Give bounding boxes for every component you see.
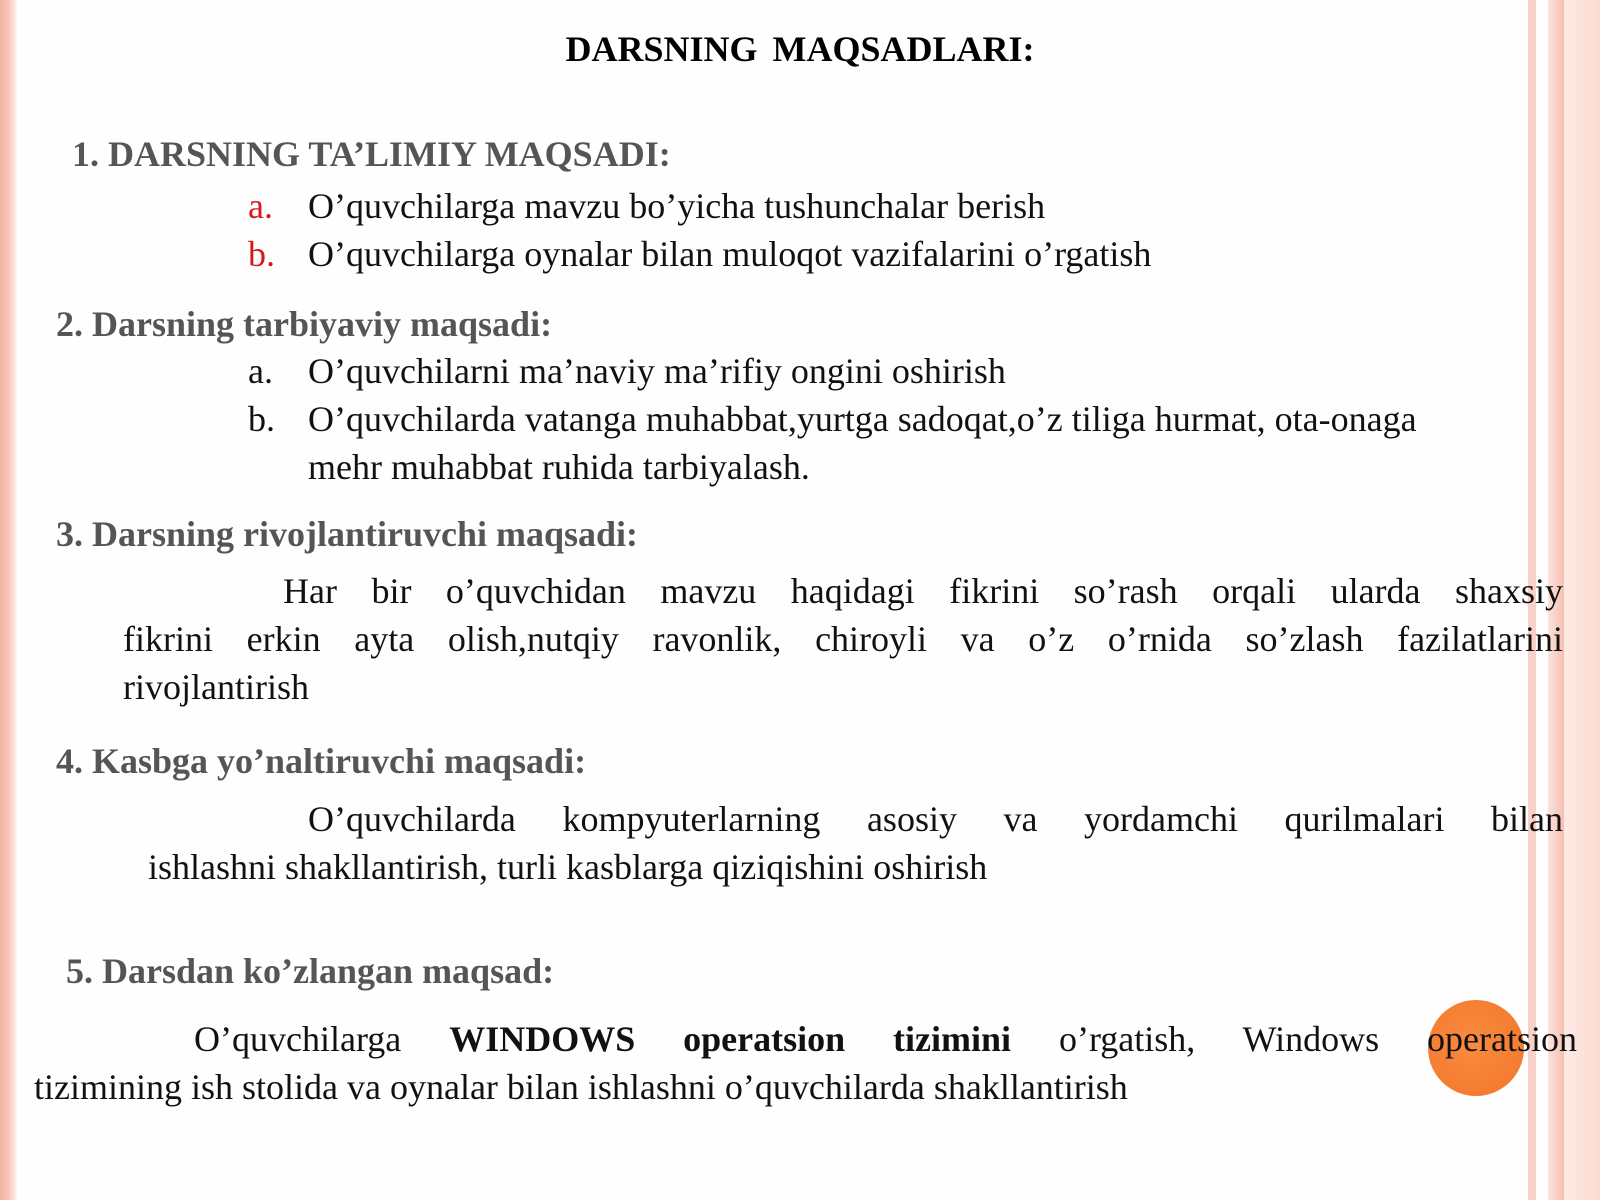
section-2-item-b-marker: b. <box>248 399 275 439</box>
section-5-line-1-end: o’rgatish, Windows operatsion <box>1058 1019 1577 1059</box>
section-1-item-a-marker: a. <box>248 186 273 226</box>
section-3-line-1: Har bir o’quvchidan mavzu haqidagi fikrini so’rash orqali ularda shaxsiy <box>283 571 1563 611</box>
section-5-bold-phrase: WINDOWS operatsion tizimini <box>449 1019 1012 1059</box>
section-4-line-2: ishlashni shakllantirish, turli kasblarga qiziqishini oshirish <box>148 847 988 887</box>
page-title: DARSNING MAQSADLARI: <box>565 29 1035 69</box>
section-5-paragraph <box>34 1015 1577 1111</box>
left-decorative-band <box>0 0 18 1200</box>
section-1-heading: 1. DARSNING TA’LIMIY MAQSADI: <box>72 134 671 174</box>
section-2-item-b-continuation: mehr muhabbat ruhida tarbiyalash. <box>308 447 810 487</box>
section-1-item-b: O’quvchilarga oynalar bilan muloqot vazifalarini o’rgatish <box>308 234 1152 274</box>
section-3-heading: 3. Darsning rivojlantiruvchi maqsadi: <box>56 514 639 554</box>
section-2-item-b: O’quvchilarda vatanga muhabbat,yurtga sadoqat,o’z tiliga hurmat, ota-onaga <box>308 399 1417 439</box>
section-5-line-1 <box>34 1015 1577 1063</box>
section-4-paragraph <box>148 795 1563 891</box>
section-4-heading: 4. Kasbga yo’naltiruvchi maqsadi: <box>56 741 587 781</box>
section-3-paragraph <box>123 567 1563 711</box>
section-2-item-a: O’quvchilarni ma’naviy ma’rifiy ongini oshirish <box>308 351 1006 391</box>
section-3-line-3: rivojlantirish <box>123 667 309 707</box>
section-5-line-1-start: O’quvchilarga <box>194 1019 402 1059</box>
section-1-item-b-marker: b. <box>248 234 275 274</box>
section-5-heading: 5. Darsdan ko’zlangan maqsad: <box>66 951 555 991</box>
section-3-line-2: fikrini erkin ayta olish,nutqiy ravonlik, chiroyli va o’z o’rnida so’zlash fazilatlarini <box>123 619 1563 659</box>
section-1-item-a: O’quvchilarga mavzu bo’yicha tushunchalar berish <box>308 186 1046 226</box>
section-5-line-2: tizimining ish stolida va oynalar bilan ishlashni o’quvchilarda shakllantirish <box>34 1067 1128 1107</box>
section-2-heading: 2. Darsning tarbiyaviy maqsadi: <box>56 304 553 344</box>
section-2-item-a-marker: a. <box>248 351 273 391</box>
section-4-line-1: O’quvchilarda kompyuterlarning asosiy va yordamchi qurilmalari bilan <box>308 799 1563 839</box>
